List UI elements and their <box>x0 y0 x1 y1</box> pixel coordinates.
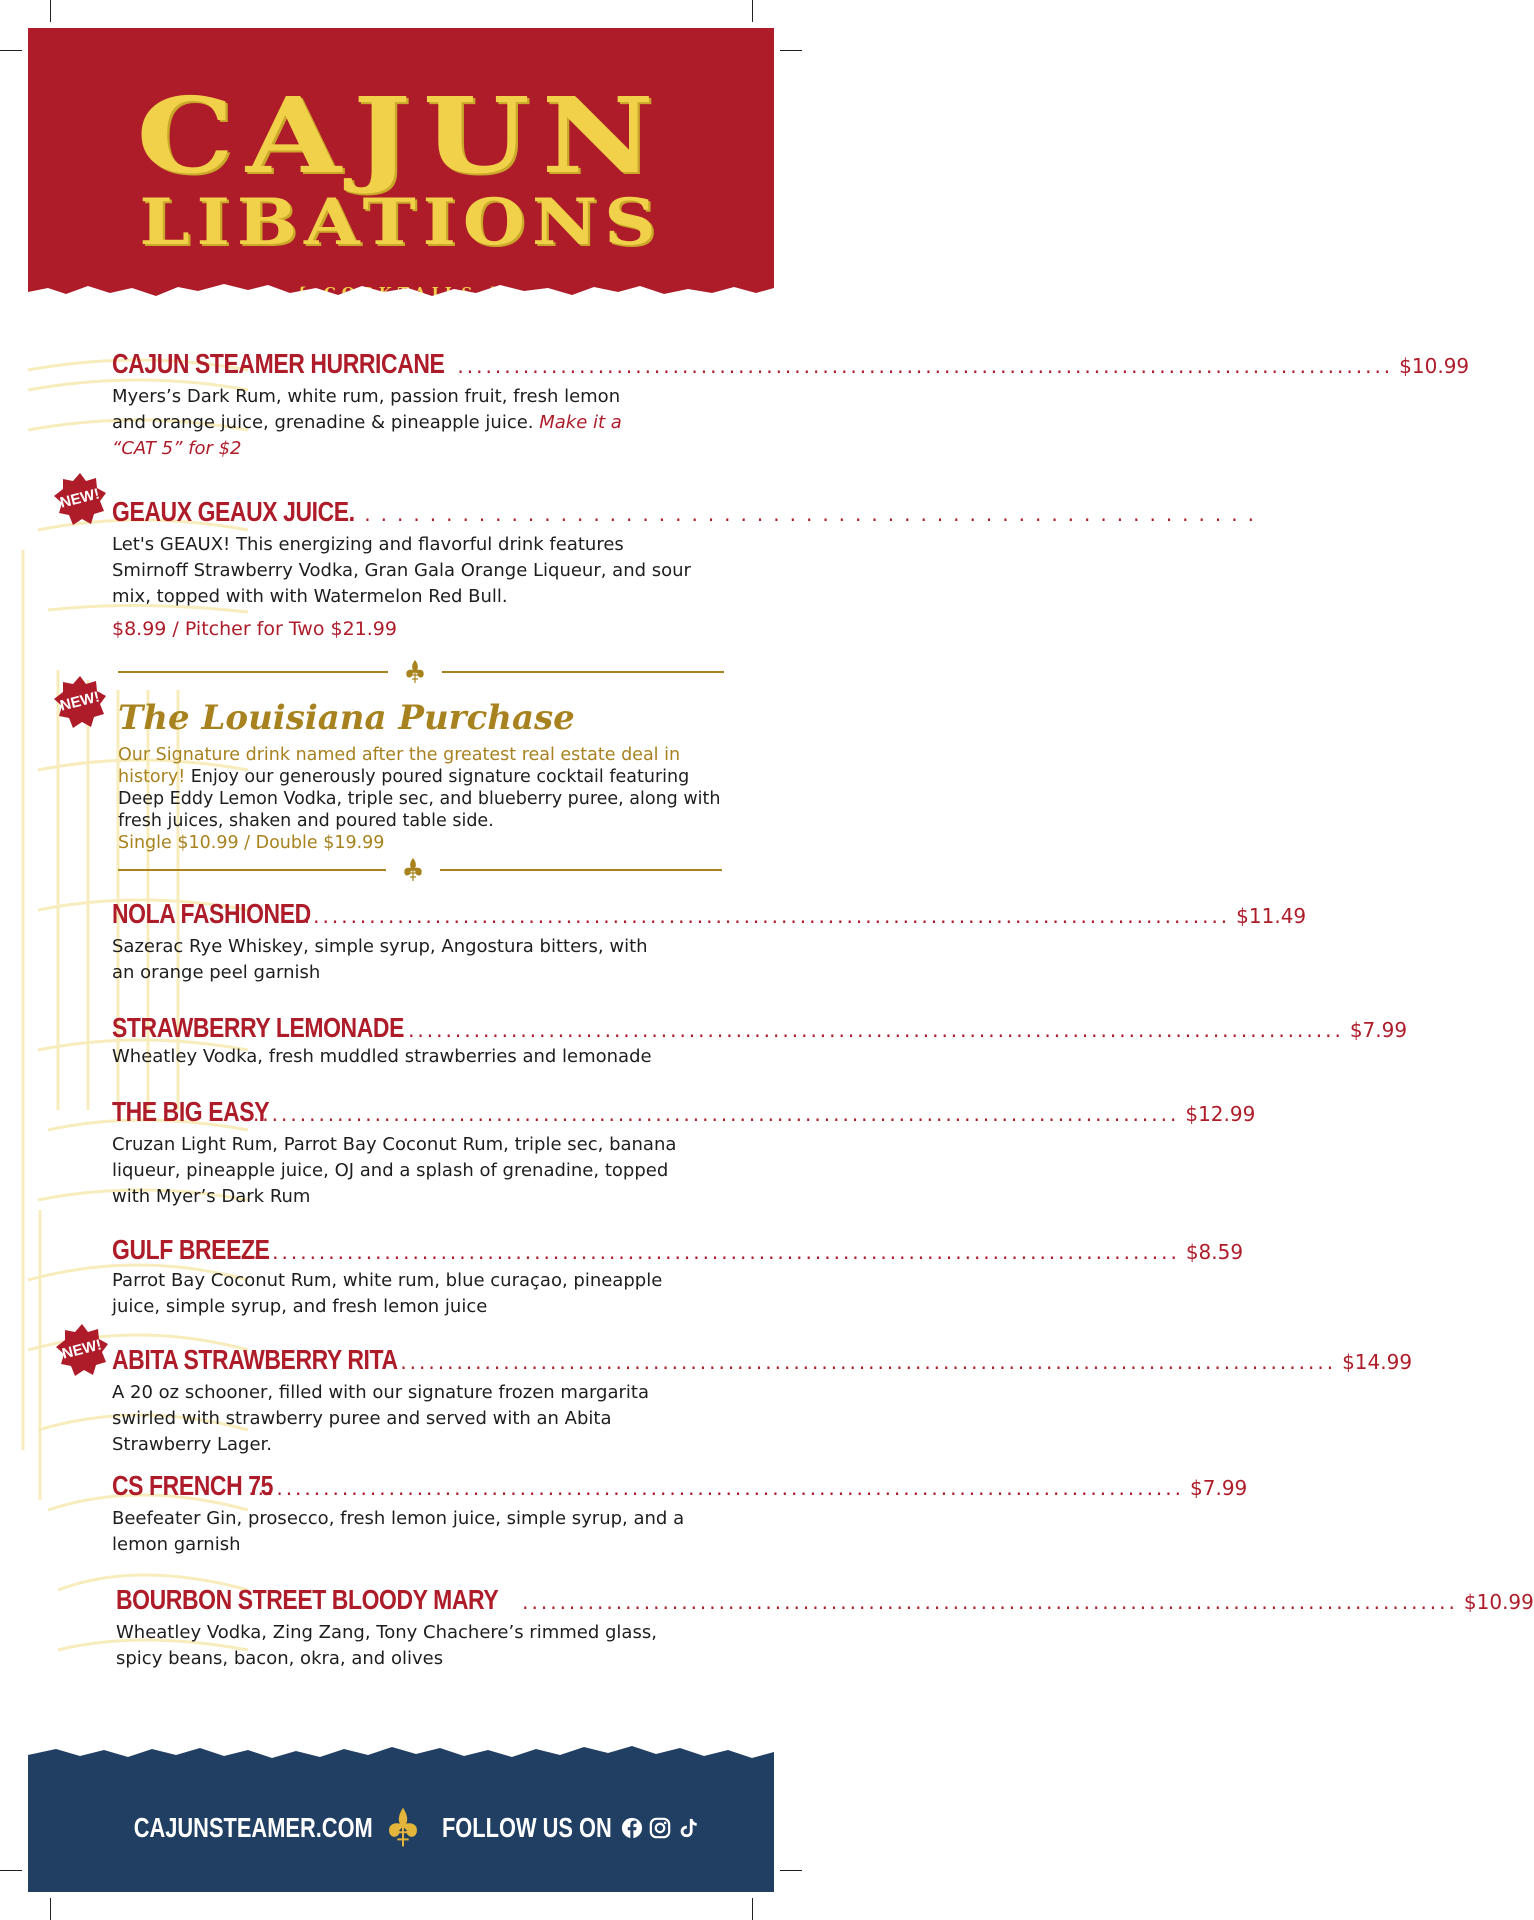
item-name: THE BIG EASY <box>112 1096 270 1127</box>
item-price: $8.99 / Pitcher for Two $21.99 <box>112 618 397 640</box>
item-price: $7.99 <box>1190 1476 1248 1500</box>
item-name: ABITA STRAWBERRY RITA <box>112 1344 398 1375</box>
section-divider <box>118 660 724 684</box>
crop-mark <box>0 1870 22 1871</box>
leader-dots: .................................................................................................... <box>400 1350 1337 1374</box>
signature-drink-title: The Louisiana Purchase <box>118 698 575 738</box>
crop-mark <box>780 50 802 51</box>
item-description: Wheatley Vodka, fresh muddled strawberries and lemonade <box>112 1046 652 1067</box>
crop-mark <box>50 0 51 22</box>
item-price: $7.99 <box>1349 1018 1408 1042</box>
new-badge <box>54 676 106 728</box>
title-cajun: CAJUN <box>136 74 666 197</box>
crop-mark <box>0 50 22 51</box>
item-price: $10.99 <box>1463 1590 1534 1614</box>
torn-edge-top <box>28 1738 774 1768</box>
fleur-de-lis-icon <box>401 858 425 882</box>
item-price: $14.99 <box>1342 1350 1413 1374</box>
item-description: Wheatley Vodka, Zing Zang, Tony Chachere’s rimmed glass, spicy beans, bacon, okra, and olives <box>116 1622 657 1669</box>
item-name: GEAUX GEAUX JUICE. <box>112 496 355 527</box>
leader-dots: .................................................................................................... <box>522 1590 1458 1614</box>
menu-item-cajun-steamer-hurricane <box>112 348 1470 462</box>
item-name: GULF BREEZE <box>112 1234 270 1265</box>
footer-row <box>28 1808 774 1848</box>
leader-dots: ........................................................ <box>347 502 1264 526</box>
menu-item-the-big-easy <box>112 1096 1256 1210</box>
follow-us-label: FOLLOW US ON <box>442 1812 613 1843</box>
crop-mark <box>780 1870 802 1871</box>
item-description: A 20 oz schooner, filled with our signature frozen margarita swirled with strawberry puree and served with an Abita Strawberry Lager. <box>112 1382 650 1455</box>
leader-dots: .................................................................................................... <box>408 1018 1344 1042</box>
torn-edge-bottom <box>28 266 774 306</box>
leader-dots: .................................................................................................... <box>244 1240 1180 1264</box>
new-badge <box>54 473 106 525</box>
signature-drink-description: Enjoy our generously poured signature cocktail featuring Deep Eddy Lemon Vodka, triple sec, and blueberry puree, along with fresh juices, shaken and poured table side. <box>118 767 721 831</box>
item-upgrade-note: Make it a “CAT 5” for $2 <box>112 412 622 459</box>
new-badge <box>56 1324 108 1376</box>
leader-dots: .................................................................................................... <box>243 1102 1180 1126</box>
item-price: $12.99 <box>1185 1102 1256 1126</box>
item-description: Sazerac Rye Whiskey, simple syrup, Angostura bitters, with an orange peel garnish <box>112 936 648 983</box>
menu-item-strawberry-lemonade <box>112 1012 1408 1070</box>
crop-mark <box>50 1898 51 1920</box>
new-badge-label: NEW! <box>58 485 102 512</box>
title-libations: LIBATIONS <box>139 185 663 260</box>
fleur-de-lis-icon <box>403 660 427 684</box>
menu-footer <box>28 1738 774 1892</box>
crop-mark <box>752 0 753 22</box>
menu-item-gulf-breeze <box>112 1234 1244 1320</box>
facebook-icon[interactable] <box>621 1817 643 1839</box>
menu-header <box>28 28 774 306</box>
new-badge-label: NEW! <box>58 688 102 715</box>
leader-dots: .................................................................................................... <box>294 904 1231 928</box>
signature-drink-price: Single $10.99 / Double $19.99 <box>118 833 385 853</box>
crop-mark <box>752 1898 753 1920</box>
item-price: $11.49 <box>1236 904 1307 928</box>
item-name: STRAWBERRY LEMONADE <box>112 1012 404 1043</box>
menu-item-bourbon-street-bloody-mary <box>116 1584 1534 1672</box>
item-description: Parrot Bay Coconut Rum, white rum, blue curaçao, pineapple juice, simple syrup, and fresh lemon juice <box>112 1270 663 1317</box>
item-price: $8.59 <box>1185 1240 1244 1264</box>
item-name: BOURBON STREET BLOODY MARY <box>116 1584 499 1615</box>
signature-drink-louisiana-purchase <box>118 698 728 854</box>
website-link[interactable]: CAJUNSTEAMER.COM <box>133 1812 373 1843</box>
fleur-de-lis-icon <box>386 1808 420 1848</box>
menu-item-nola-fashioned <box>112 898 1307 986</box>
menu-item-geaux-geaux-juice <box>112 496 1264 642</box>
item-name: CS FRENCH 75 <box>112 1470 273 1501</box>
item-description: Myers’s Dark Rum, white rum, passion fruit, fresh lemon and orange juice, grenadine & pineapple juice. <box>112 386 621 433</box>
instagram-icon[interactable] <box>649 1817 671 1839</box>
item-description: Beefeater Gin, prosecco, fresh lemon juice, simple syrup, and a lemon garnish <box>112 1508 685 1555</box>
item-description: Let's GEAUX! This energizing and flavorful drink features Smirnoff Strawberry Vodka, Gran Gala Orange Liqueur, and sour mix, topped with with Watermelon Red Bull. <box>112 534 691 607</box>
leader-dots: .................................................................................................... <box>457 354 1394 378</box>
item-description: Cruzan Light Rum, Parrot Bay Coconut Rum, triple sec, banana liqueur, pineapple juice, OJ and a splash of grenadine, topped with Myer’s Dark Rum <box>112 1134 677 1207</box>
item-name: CAJUN STEAMER HURRICANE <box>112 348 445 379</box>
item-name: NOLA FASHIONED <box>112 898 311 929</box>
leader-dots: .................................................................................................... <box>248 1476 1185 1500</box>
section-divider <box>118 858 724 882</box>
item-price: $10.99 <box>1399 354 1470 378</box>
menu-item-cs-french-75 <box>112 1470 1248 1558</box>
signature-drink-intro: Our Signature drink named after the greatest real estate deal in history! <box>118 745 681 787</box>
menu-item-abita-strawberry-rita <box>112 1344 1413 1458</box>
tiktok-icon[interactable] <box>677 1817 699 1839</box>
new-badge-label: NEW! <box>60 1336 104 1363</box>
